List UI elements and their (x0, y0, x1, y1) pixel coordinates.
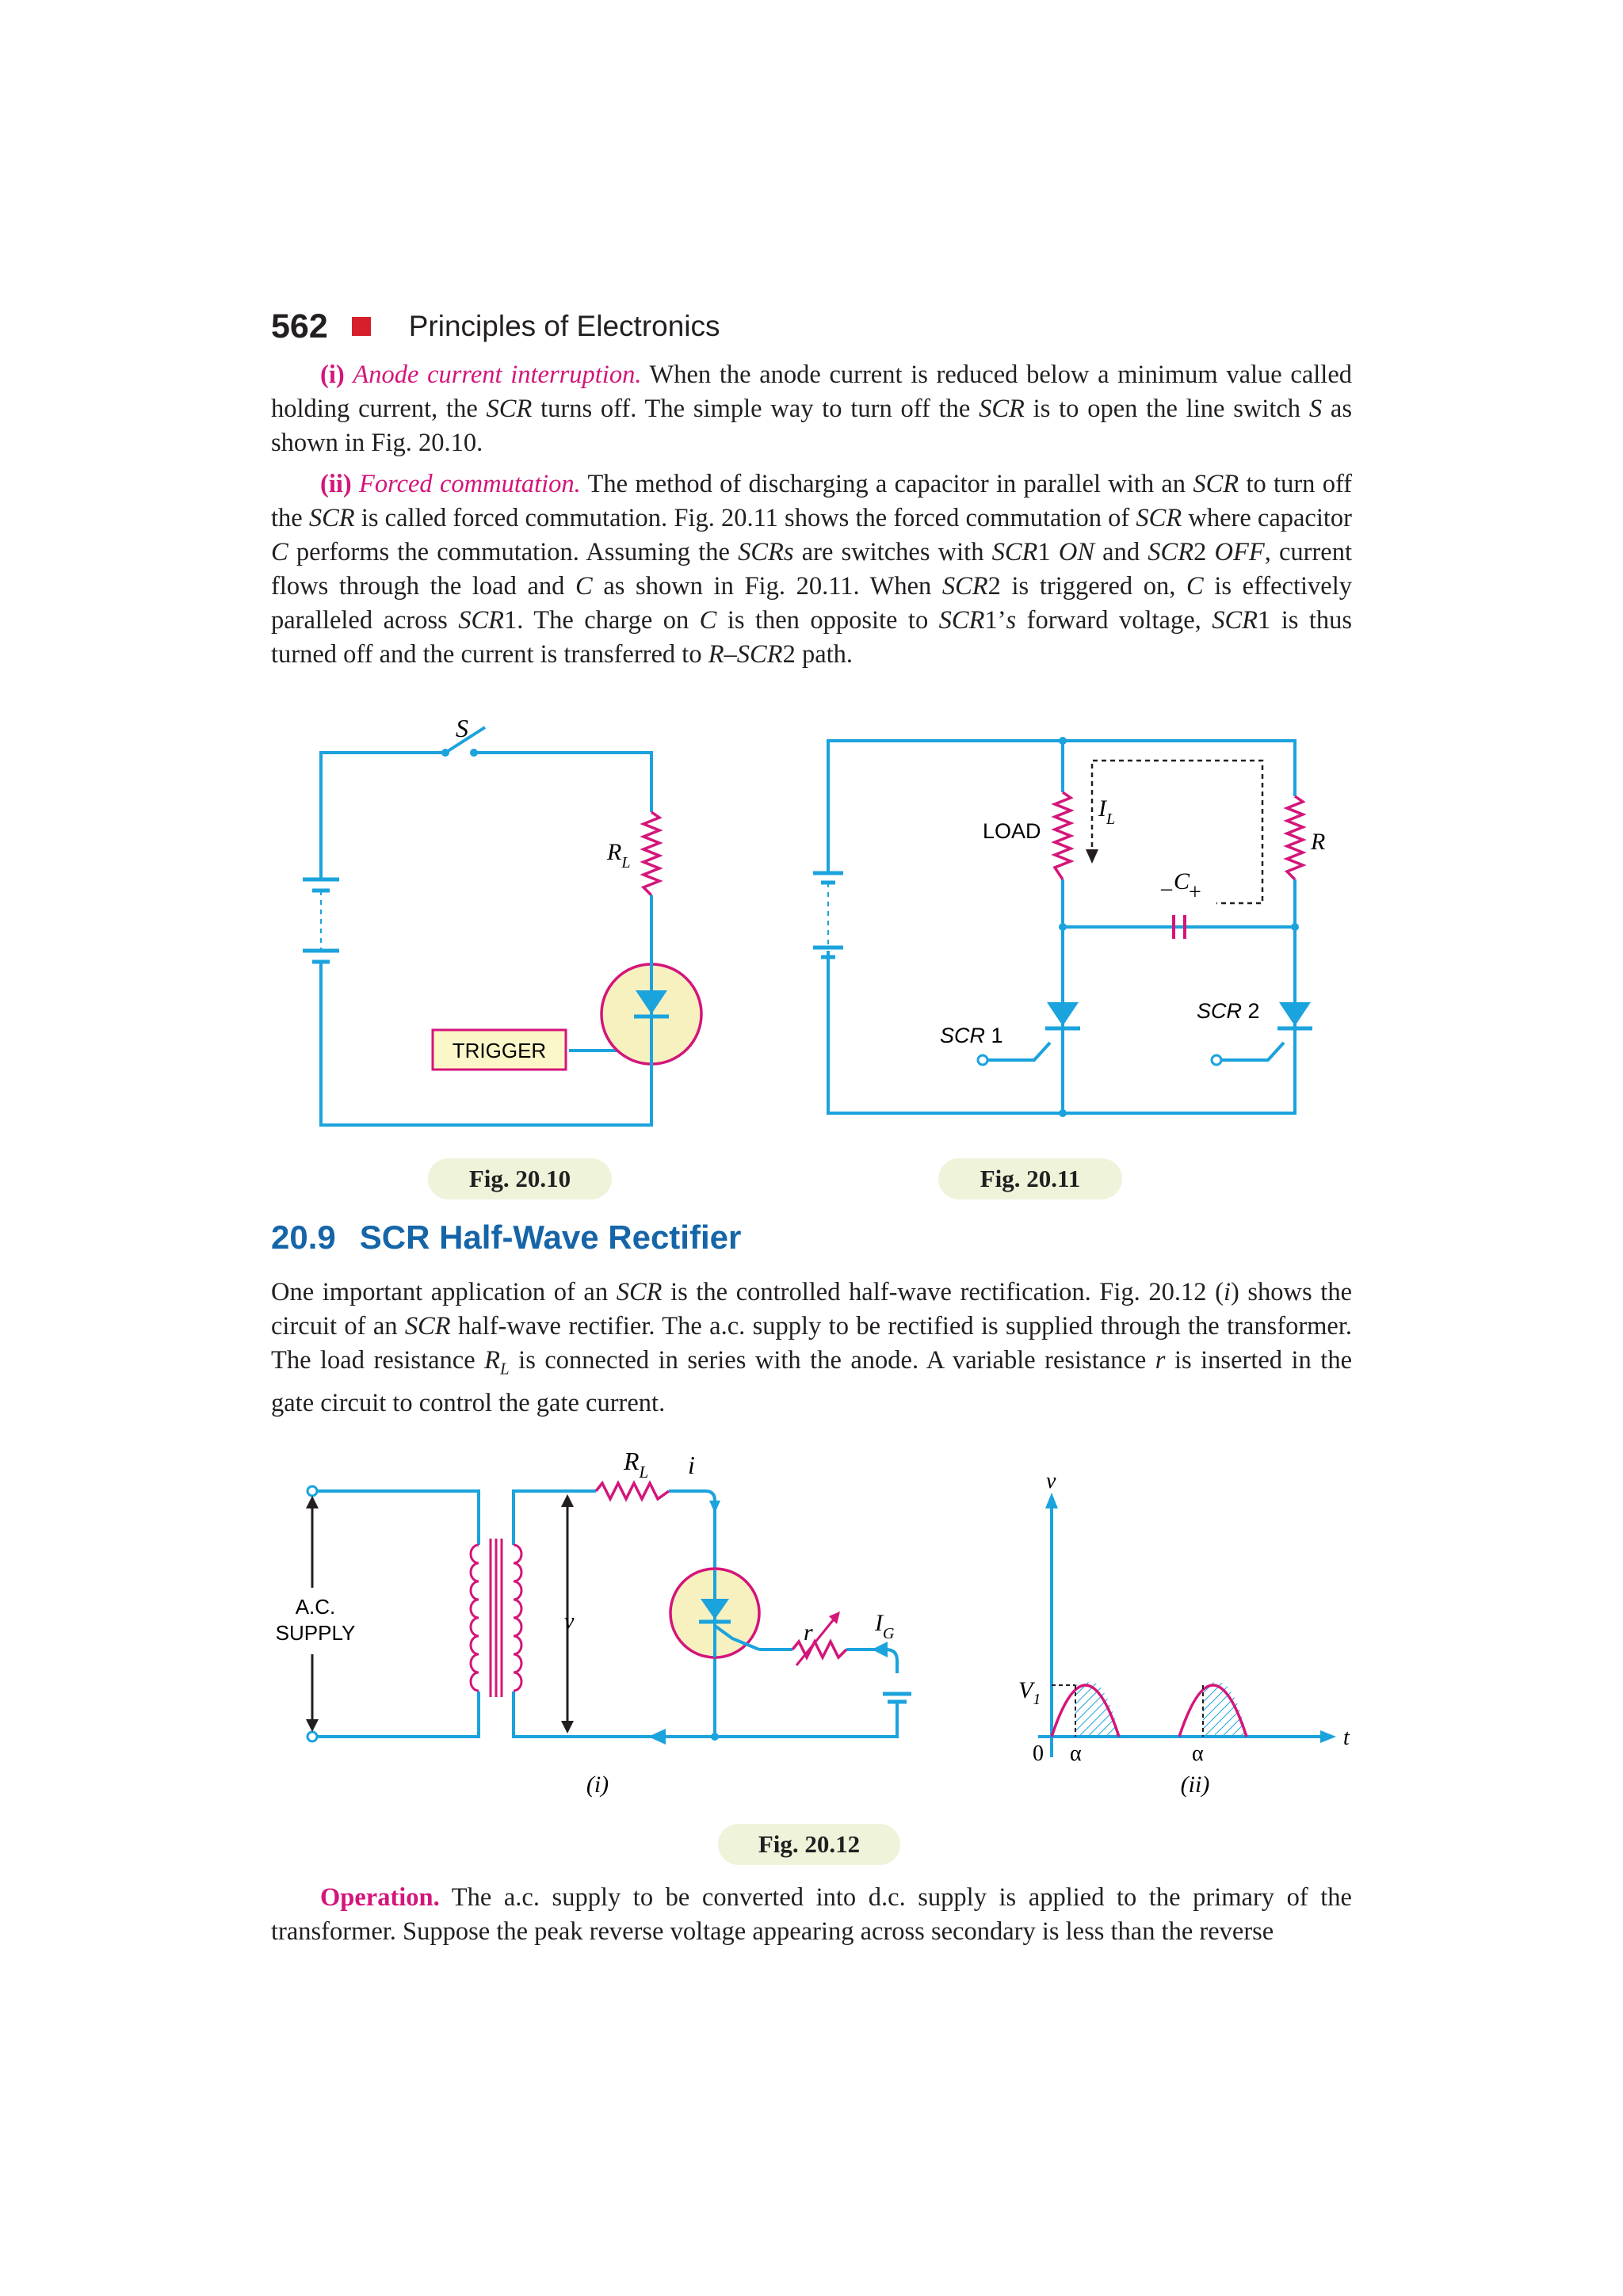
minus-sign: – (1161, 876, 1172, 901)
paragraph-forced-commutation: (ii) Forced commutation. The method of discharging a capacitor in parallel with an SCR to turn off the SCR is called forced commutation. Fig. 20.11 shows the forced commutation of SCR where capacitor C performs the commutation. Assuming the SCRs are switches with SCR1 ON and SCR2 OFF, current flows through the load and C as shown in Fig. 20.11. When SCR2 is triggered on, C is effectively paralleled across SCR1. The charge on C is then opposite to SCR1’s forward voltage, SCR1 is thus turned off and the current is transferred to R–SCR2 path. (271, 470, 1353, 669)
il-label: $I_L$ (1098, 795, 1116, 828)
transformer-icon (471, 1539, 521, 1697)
fig-20-11-circuit (785, 713, 1339, 1125)
page-number: 562 (271, 307, 328, 345)
t-axis-arrow-icon (1320, 1730, 1336, 1743)
alpha-label-1: α (1070, 1741, 1082, 1766)
r-label: R (1311, 829, 1326, 855)
plus-sign: + (1189, 880, 1201, 905)
scr1-label: SCR 1 (940, 1024, 1003, 1047)
scr-thyristor-icon (670, 1569, 759, 1657)
ac-terminal-bottom (307, 1732, 317, 1741)
return-arrow-icon (648, 1729, 666, 1745)
variable-resistor-icon (792, 1611, 846, 1665)
c-label: C (1174, 868, 1190, 894)
subfig-ii-label: (ii) (1180, 1772, 1210, 1798)
alpha-label-2: α (1192, 1741, 1204, 1766)
v-axis-arrow-icon (1045, 1493, 1058, 1508)
running-header (271, 306, 720, 347)
fig-20-10-circuit (285, 705, 729, 1133)
scr2-label: SCR 2 (1197, 999, 1260, 1023)
load-resistor-icon (643, 812, 659, 895)
r-resistor-icon (1287, 796, 1303, 879)
axis-v-label: v (1046, 1469, 1056, 1493)
section-heading: 20.9 SCR Half-Wave Rectifier (271, 1219, 742, 1256)
rl-resistor-icon (596, 1483, 669, 1499)
fig-20-12-circuit (269, 1442, 967, 1806)
origin-label: 0 (1033, 1741, 1044, 1766)
fig-20-12-waveform (1006, 1466, 1363, 1806)
rl-label: $R_L$ (607, 839, 631, 871)
header-bullet (352, 317, 371, 336)
ac-terminal-top (307, 1486, 317, 1496)
paragraph-half-wave-intro: One important application of an SCR is the controlled half-wave rectification. Fig. 20.12 (i) shows the circuit of an SCR half-wave rectifier. The a.c. supply to be rectified is supplied through the transformer. The load resistance $R_L$ is connected in series with the anode. A variable resistance r is inserted in the gate circuit to control the gate current. (271, 1278, 1353, 1417)
ig-arrow-icon (872, 1642, 888, 1657)
current-i-arrow-icon (709, 1501, 720, 1513)
scr1-thyristor-icon (1045, 1002, 1080, 1028)
caption-fig-20-10: Fig. 20.10 (428, 1158, 612, 1199)
running-title: Principles of Electronics (408, 310, 720, 342)
i-label: i (688, 1451, 695, 1479)
ig-label: $I_G$ (875, 1610, 895, 1642)
ac-supply-label-line1: A.C. (295, 1595, 336, 1619)
scr-thyristor-icon (601, 895, 701, 1125)
caption-fig-20-12: Fig. 20.12 (718, 1824, 900, 1865)
scr2-thyristor-icon (1277, 1002, 1312, 1028)
paragraph-operation: Operation. The a.c. supply to be converted into d.c. supply is applied to the primary of the transformer. Suppose the peak reverse voltage appearing across secondary is less than the reverse (271, 1883, 1352, 1946)
paragraph-anode-interruption: (i) Anode current interruption. When the anode current is reduced below a minimum value called holding current, the SCR turns off. The simple way to turn off the SCR is to open the line switch S as shown in Fig. 20.10. (271, 360, 1352, 457)
v-label: v (564, 1609, 575, 1634)
rl-label: $R_L$ (624, 1447, 649, 1482)
v1-label: $V_1$ (1018, 1677, 1041, 1708)
trigger-label: TRIGGER (452, 1039, 547, 1062)
caption-fig-20-11: Fig. 20.11 (938, 1158, 1122, 1199)
switch-label: S (456, 714, 468, 742)
current-arrowhead-icon (1086, 849, 1098, 864)
load-label: LOAD (983, 819, 1041, 843)
subfig-i-label: (i) (586, 1772, 609, 1798)
axis-t-label: t (1343, 1726, 1350, 1750)
load-resistor-icon (1055, 792, 1071, 879)
ac-supply-label-line2: SUPPLY (275, 1621, 356, 1645)
r-label: r (804, 1619, 813, 1646)
